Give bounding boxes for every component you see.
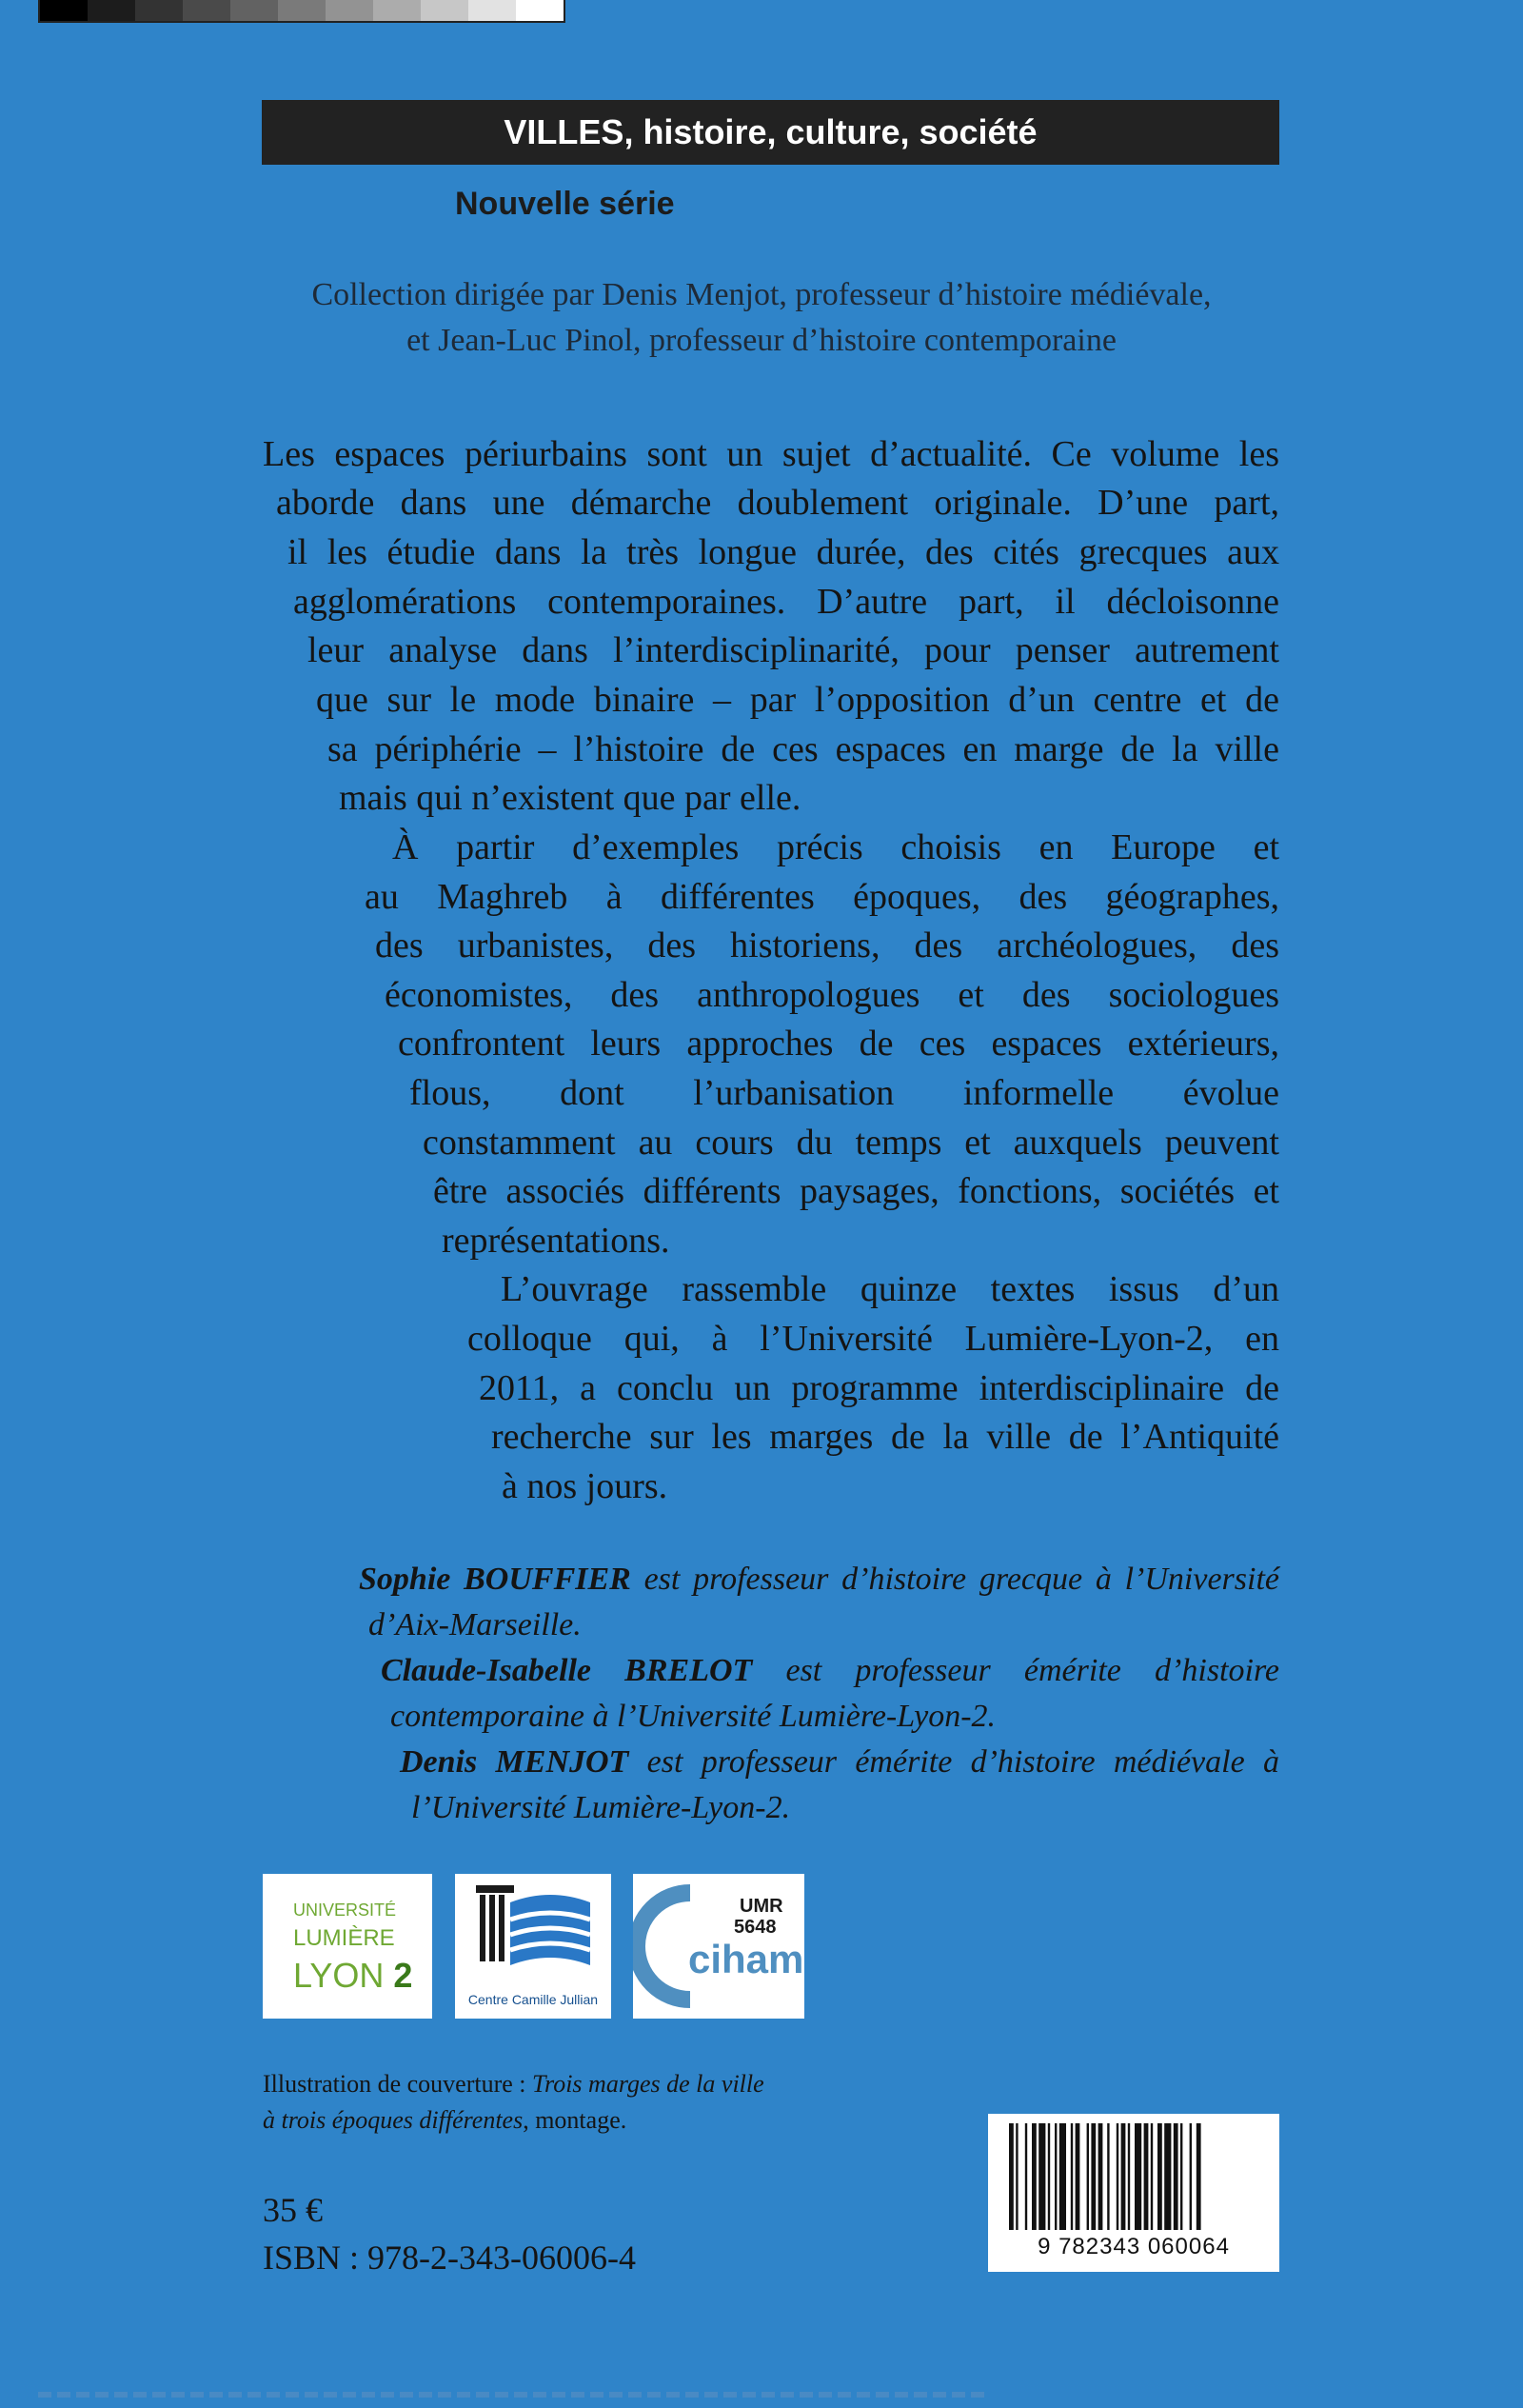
spine-edge-strip	[38, 2392, 990, 2398]
blurb-line: constamment au cours du temps et auxquels peuvent	[423, 1123, 1279, 1163]
blurb-line: À partir d’exemples précis choisis en Europe et	[392, 827, 1279, 867]
ciham-emblem-icon	[633, 1874, 804, 2019]
ciham-logo	[633, 1874, 804, 2019]
ciham-name-text: ciham	[688, 1937, 804, 1981]
blurb-line: à nos jours.	[502, 1466, 668, 1506]
blurb-line: L’ouvrage rassemble quinze textes issus d’un	[501, 1269, 1279, 1309]
isbn: ISBN : 978-2-343-06006-4	[263, 2239, 636, 2277]
blurb-line: il les étudie dans la très longue durée, des cités grecques aux	[287, 532, 1279, 572]
author-bio-line: Claude-Isabelle BRELOT est professeur émérite d’histoire	[381, 1653, 1279, 1688]
author-name: Claude-Isabelle BRELOT	[381, 1653, 753, 1688]
blurb-line: flous, dont l’urbanisation informelle évolue	[409, 1073, 1279, 1113]
author-name: Sophie BOUFFIER	[359, 1562, 631, 1597]
author-bio-line: Denis MENJOT est professeur émérite d’histoire médiévale à	[400, 1744, 1279, 1780]
isbn-barcode	[988, 2114, 1279, 2272]
blurb-line: sa périphérie – l’histoire de ces espaces en marge de la ville	[327, 729, 1279, 769]
author-bio-line: Sophie BOUFFIER est professeur d’histoire grecque à l’Université	[359, 1562, 1279, 1597]
author-name: Denis MENJOT	[400, 1744, 629, 1780]
universite-lyon2-logo: UNIVERSITÉ LUMIÈRE LYON 2	[263, 1874, 432, 2019]
blurb-line: économistes, des anthropologues et des sociologues	[385, 975, 1279, 1015]
direction-line-1: Collection dirigée par Denis Menjot, professeur d’histoire médiévale,	[311, 277, 1212, 312]
cover-credit-line-1: Illustration de couverture : Trois marges de la ville	[263, 2070, 764, 2098]
ciham-number-text: 5648	[734, 1917, 777, 1938]
color-calibration-strip	[38, 0, 565, 23]
blurb-line: colloque qui, à l’Université Lumière-Lyon-2, en	[467, 1319, 1279, 1359]
direction-line-2: et Jean-Luc Pinol, professeur d’histoire contemporaine	[406, 323, 1117, 358]
author-bio-line: contemporaine à l’Université Lumière-Lyon-2.	[390, 1699, 997, 1734]
blurb-line: agglomérations contemporaines. D’autre part, il décloisonne	[293, 582, 1279, 622]
cover-credit-line-2: à trois époques différentes, montage.	[263, 2106, 627, 2134]
author-bio-line: d’Aix-Marseille.	[368, 1607, 582, 1642]
blurb-line: des urbanistes, des historiens, des archéologues, des	[375, 925, 1279, 965]
blurb-line: Les espaces périurbains sont un sujet d’actualité. Ce volume les	[263, 434, 1279, 474]
barcode-digits: 9 782343 060064	[1038, 2234, 1230, 2259]
blurb-line: confrontent leurs approches de ces espaces extérieurs,	[398, 1024, 1279, 1064]
price: 35 €	[263, 2191, 323, 2229]
series-title: VILLES, histoire, culture, société	[262, 100, 1279, 165]
ciham-umr-text: UMR	[740, 1896, 783, 1917]
blurb-line: leur analyse dans l’interdisciplinarité, pour penser autrement	[307, 630, 1279, 670]
blurb-line: recherche sur les marges de la ville de l’Antiquité	[491, 1417, 1279, 1457]
blurb-line: être associés différents paysages, fonctions, sociétés et	[433, 1171, 1279, 1211]
blurb-line: représentations.	[442, 1221, 670, 1261]
blurb-line: au Maghreb à différentes époques, des géographes,	[365, 877, 1279, 917]
centre-camille-jullian-logo: Centre Camille Jullian	[455, 1874, 611, 2019]
blurb-line: que sur le mode binaire – par l’opposition d’un centre et de	[316, 680, 1279, 720]
blurb-line: aborde dans une démarche doublement originale. D’une part,	[276, 483, 1279, 523]
blurb-line: mais qui n’existent que par elle.	[339, 778, 801, 818]
barcode-bars	[988, 2114, 1279, 2234]
author-bio-line: l’Université Lumière-Lyon-2.	[411, 1790, 791, 1825]
blurb-line: 2011, a conclu un programme interdisciplinaire de	[479, 1368, 1279, 1408]
series-subtitle: Nouvelle série	[455, 186, 675, 222]
